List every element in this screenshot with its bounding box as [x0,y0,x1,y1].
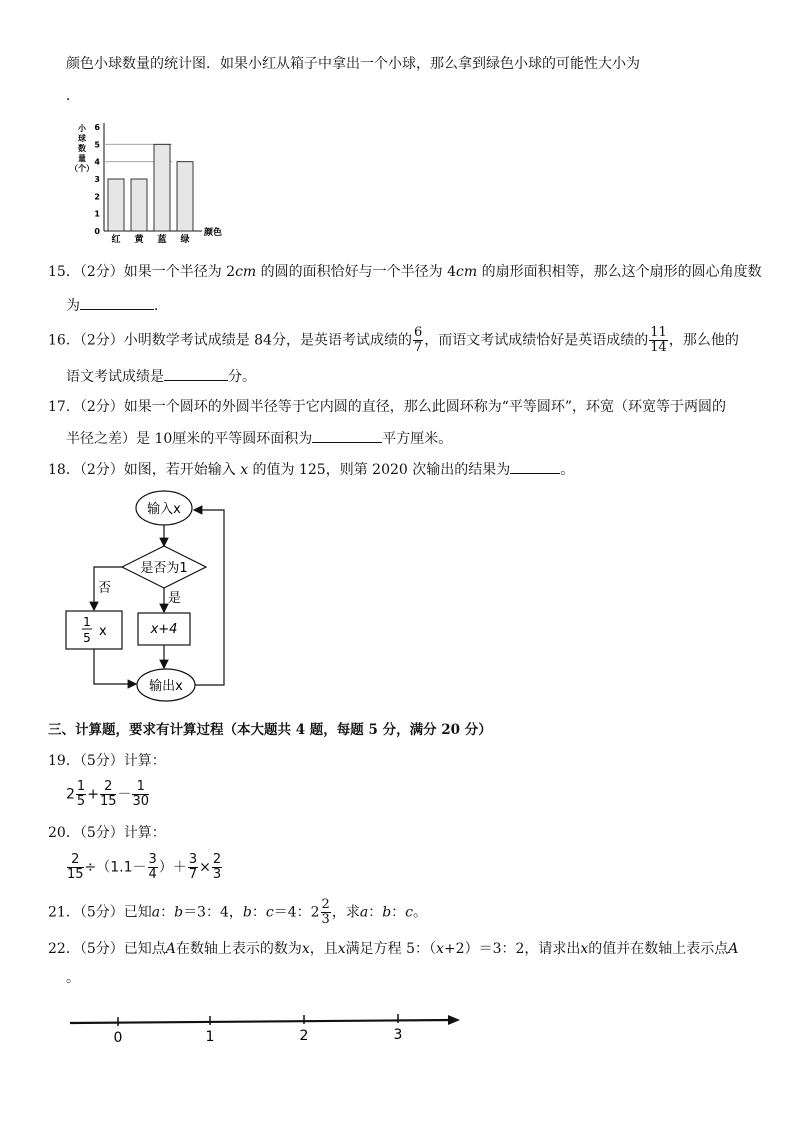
q17-text-1: 如果一个圆环的外圆半径等于它内圆的直径，那么此圆环称为“平等圆环”，环宽（环宽等于两圆的 [123,399,727,415]
flow-add-label: x+4 [150,622,178,637]
q20-div: ÷（1.1－ [84,859,147,876]
bar-红 [108,179,124,231]
q19-number: 19．（5分） [48,753,124,769]
flow-yes-label: 是 [168,591,182,606]
q15-unit-2: cm [456,264,478,280]
q14-text-line1: 颜色小球数量的统计图．如果小红从箱子中拿出一个小球，那么拿到绿色小球的可能性大小为 [66,56,640,72]
question-15 [48,262,762,282]
q19-label: 计算： [123,753,166,769]
flow-divide-num: 1 [83,615,91,629]
q15-text-b: 的圆的面积恰好与一个半径为 4 [256,264,457,280]
y-tick-label: 2 [94,192,100,202]
question-22: 22．（5分）已知点A在数轴上表示的数为x，且x满足方程 5：（x+2）＝3：2，请求出x的值并在数轴上表示点A [48,941,739,957]
q21-number: 21．（5分） [48,904,124,921]
x-tick-label: 绿 [180,235,190,245]
x-tick-label: 黄 [134,235,144,245]
y-tick-label: 0 [94,227,100,236]
q16-text-2a: 语文考试成绩是 [66,369,164,385]
q15-text-c: 的扇形面积相等，那么这个扇形的圆心角度数 [477,264,762,280]
question-15-line2 [66,295,168,316]
flow-output-label: 输出x [149,679,183,694]
question-18 [48,459,574,480]
section-3-title: 三、计算题，要求有计算过程（本大题共 4 题，每题 5 分，满分 20 分） [48,722,492,738]
y-tick-label: 6 [94,123,100,132]
q18-answer-blank[interactable] [510,459,560,474]
x-tick-label: 红 [111,235,121,245]
bar-蓝 [154,144,170,231]
flow-decision-label: 是否为1 [140,561,188,576]
x-axis-label: 颜色 [204,228,223,238]
question-16-line2 [66,366,256,387]
question-17-line2 [66,428,452,449]
q19-expression: 2 $\frac{1}{5}$ + $\frac{2}{15}$ － $\frac{1}{30}$ [66,779,150,809]
q22-line2: 。 [66,970,80,986]
q17-text-2a: 半径之差）是 10厘米的平等圆环面积为 [66,431,313,447]
question-20 [48,823,166,843]
q17-number: 17．（2分） [48,399,124,415]
q16-text-c: ，那么他的 [668,332,739,349]
q15-unit-1: cm [235,264,257,280]
y-tick-label: 1 [94,209,100,219]
q15-text-2b: ． [154,298,168,314]
q17-text-2b: 平方厘米。 [382,431,453,447]
q20-close: ）＋ [158,859,187,876]
q19-plus: + [87,786,99,803]
axis-label-1: 1 [205,1029,215,1045]
q16-text-2b: 分。 [228,369,256,385]
flow-divide-box [66,611,122,649]
q20-expression: $\frac{2}{15}$ ÷（1.1－ $\frac{3}{4}$ ）＋ $\frac{3}{7}$ × $\frac{2}{3}$ [67,852,222,882]
q19-minus: － [117,786,132,803]
flow-divide-var: x [99,624,107,639]
ball-count-bar-chart [70,115,234,245]
q22-number: 22．（5分） [48,941,124,957]
q16-text-a: 小明数学考试成绩是 84分，是英语考试成绩的 [123,332,412,349]
number-line-arrow-icon [448,1015,460,1025]
axis-label-0: 0 [113,1030,123,1046]
bar-黄 [131,179,147,231]
q18-text-c: 。 [560,462,575,478]
axis-label-3: 3 [393,1027,403,1043]
q16-answer-blank[interactable] [164,366,228,381]
q19-whole: 2 [66,786,75,803]
axis-label-2: 2 [299,1028,309,1044]
q20-label: 计算： [123,825,166,841]
q20-times: × [199,859,211,876]
q15-answer-blank[interactable] [80,295,154,310]
q16-number: 16．（2分） [48,332,124,349]
flow-no-label: 否 [98,581,112,596]
q18-text-a: 如图，若开始输入 [123,462,241,478]
flow-input-label: 输入x [147,502,181,517]
q17-answer-blank[interactable] [312,428,382,443]
bar-绿 [177,162,193,231]
question-21: 21．（5分）已知a：b＝3：4，b：c＝4：2 $\frac{2}{3}$ ，求a：b：c。 [48,897,427,927]
q18-number: 18．（2分） [48,462,124,478]
question-19 [48,751,166,771]
y-tick-label: 3 [94,175,100,184]
q18-var: x [240,462,249,478]
q15-number: 15．（2分） [48,264,124,280]
flowchart [58,488,258,710]
question-17 [48,397,726,417]
flow-divide-den: 5 [83,631,91,645]
y-tick-label: 5 [94,140,100,150]
q18-text-b: 的值为 125，则第 2020 次输出的结果为 [248,462,511,478]
x-tick-label: 蓝 [157,235,167,245]
y-axis-label: 小球数量（个） [70,124,94,173]
q20-number: 20．（5分） [48,825,124,841]
q16-fraction-1: $\frac{6}{7}$ [414,325,423,355]
y-tick-label: 4 [94,157,100,167]
q15-text-a: 如果一个半径为 2 [123,264,236,280]
q16-text-b: ，而语文考试成绩恰好是英语成绩的 [424,332,649,349]
q15-text-2a: 为 [66,298,80,314]
q16-fraction-2: $\frac{11}{14}$ [650,325,667,355]
number-line [66,1008,466,1048]
question-16 [48,326,739,355]
q14-text-line2: ． [66,88,80,104]
